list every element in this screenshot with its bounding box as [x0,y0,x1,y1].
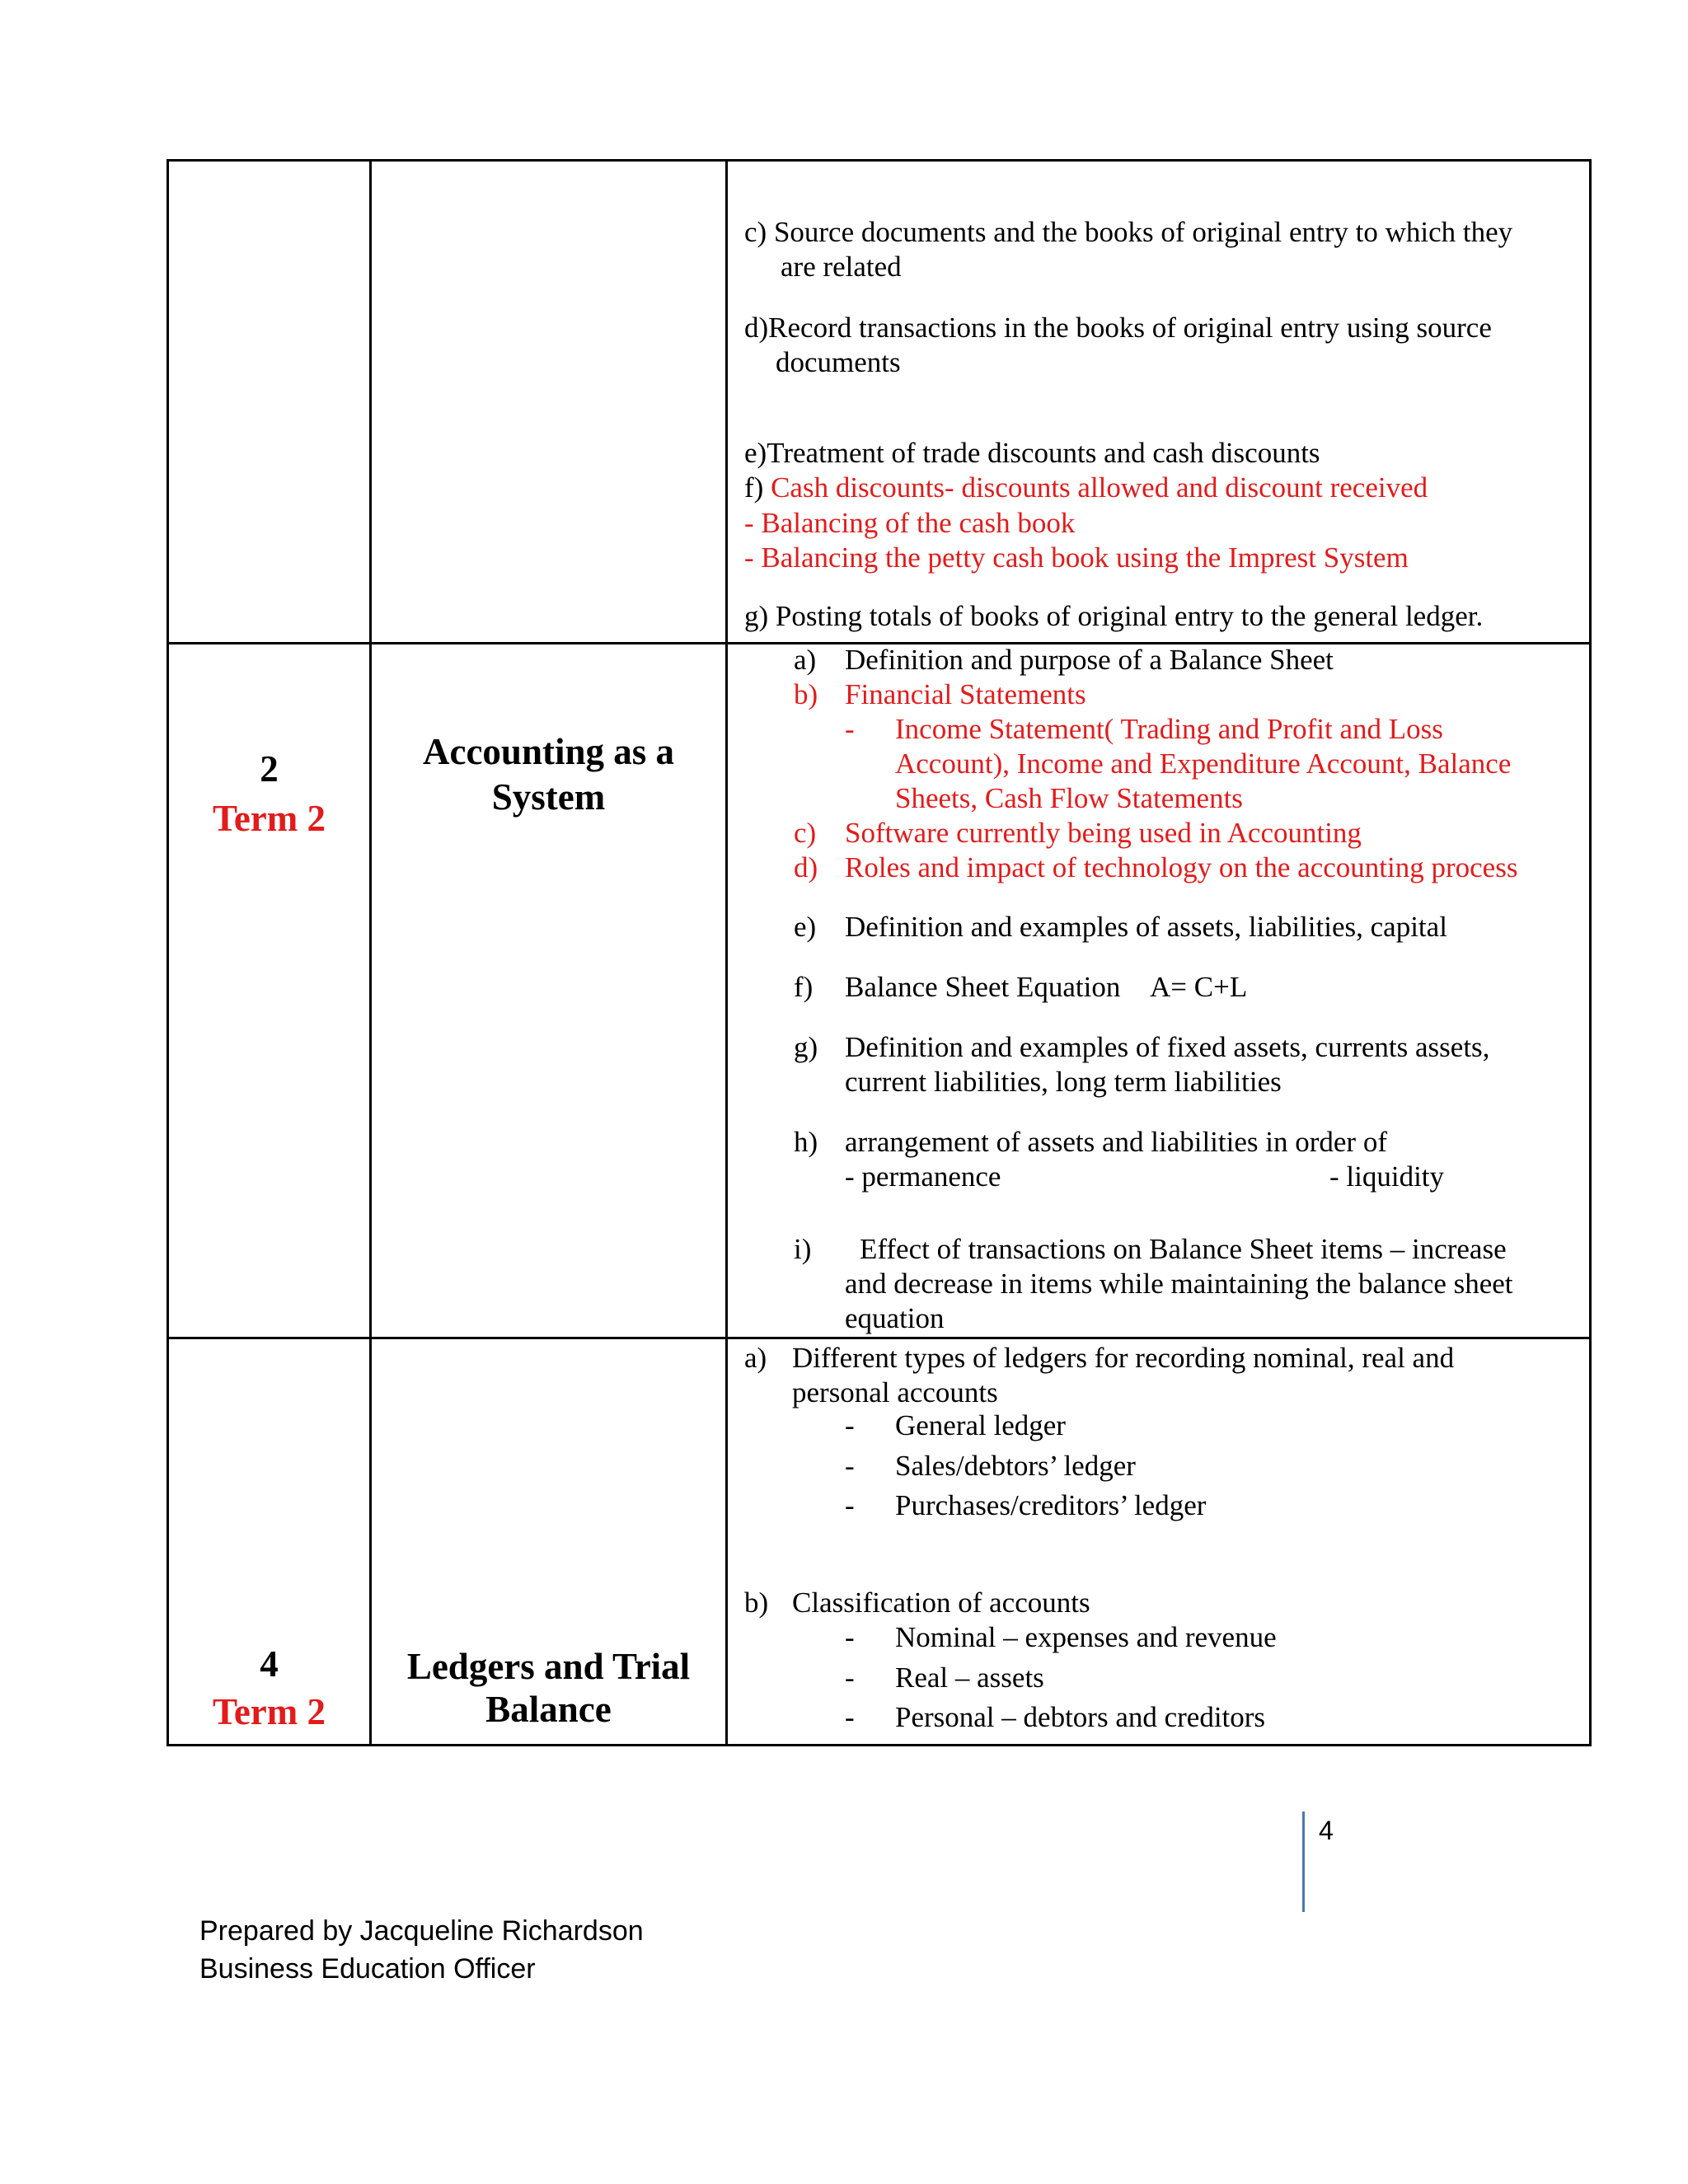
content-line: d)Record transactions in the books of original entry using source [744,312,1492,344]
footer-credit [199,1912,644,1988]
list-dash: - [845,1450,855,1482]
list-marker: d) [794,851,818,883]
content-highlight: Cash discounts- discounts allowed and discount received [771,471,1428,504]
content-line: Financial Statements [845,678,1086,710]
list-dash: - [845,1701,855,1733]
content-cell [727,644,1591,1338]
list-item: General ledger [895,1409,1066,1441]
content-line: current liabilities, long term liabilities [845,1066,1282,1098]
table-row [168,1338,1591,1746]
topic-title: Balance [485,1689,612,1730]
list-item: Personal – debtors and creditors [895,1701,1266,1733]
list-dash: - [845,1409,855,1441]
list-item: Nominal – expenses and revenue [895,1621,1277,1653]
content-line: - Balancing the petty cash book using the Imprest System [744,541,1409,574]
week-number: 2 [260,748,279,790]
topic-title: System [491,776,606,818]
content-line: documents [776,346,901,378]
topic-cell [371,161,727,644]
list-marker: h) [794,1126,818,1158]
content-line: Account), Income and Expenditure Account, Balance [895,748,1512,780]
content-prefix: f) [744,471,771,504]
content-line: Roles and impact of technology on the accounting process [845,851,1518,883]
list-marker: a) [794,644,817,676]
topic-cell [371,644,727,1338]
list-marker: b) [794,678,818,710]
term-label: Term 2 [212,1691,326,1732]
list-item: Real – assets [895,1661,1044,1694]
prepared-by: Prepared by Jacqueline Richardson [199,1915,644,1947]
list-marker: g) [794,1031,818,1063]
list-marker: b) [744,1586,769,1619]
author-role: Business Education Officer [199,1953,536,1985]
content-line [744,471,1428,505]
equation: A= C+L [1150,971,1248,1003]
content-line: - permanence [845,1160,1001,1193]
content-line: Definition and purpose of a Balance Sheet [845,644,1334,676]
content-line: Effect of transactions on Balance Sheet items – increase [860,1233,1507,1265]
content-line: g) Posting totals of books of original entry to the general ledger. [744,600,1484,632]
week-cell [168,1338,371,1746]
list-dash: - [845,1661,855,1694]
content-line: are related [781,251,902,283]
curriculum-table [166,159,1592,1746]
content-line: c) Source documents and the books of original entry to which they [744,216,1513,248]
week-cell [168,644,371,1338]
content-line: Definition and examples of assets, liabilities, capital [845,911,1447,943]
page-number: 4 [1319,1816,1334,1845]
list-marker: e) [794,911,817,943]
list-marker: i) [794,1233,812,1265]
content-line: Classification of accounts [792,1586,1090,1619]
content-cell [727,1338,1591,1746]
topic-cell [371,1338,727,1746]
week-number: 4 [260,1643,279,1685]
content-line: - liquidity [1329,1160,1445,1193]
content-line: Sheets, Cash Flow Statements [895,782,1243,814]
list-dash: - [845,713,855,745]
table-row [168,644,1591,1338]
content-line: Definition and examples of fixed assets, currents assets, [845,1031,1490,1063]
content-line: Income Statement( Trading and Profit and Loss [895,713,1443,745]
content-line: Different types of ledgers for recording nominal, real and [792,1342,1455,1374]
content-line: personal accounts [792,1376,998,1408]
week-cell [168,161,371,644]
topic-title: Accounting as a [422,731,675,772]
content-line: arrangement of assets and liabilities in order of [845,1126,1387,1158]
content-cell [727,161,1591,644]
content-line: e)Treatment of trade discounts and cash discounts [744,437,1320,469]
list-dash: - [845,1489,855,1521]
list-marker: a) [744,1342,767,1374]
list-marker: c) [794,817,817,849]
content-line: Balance Sheet Equation [845,971,1121,1003]
topic-title: Ledgers and Trial [406,1646,691,1687]
content-line: equation [845,1302,945,1334]
list-item: Purchases/creditors’ ledger [895,1489,1207,1521]
content-line: Software currently being used in Accounting [845,817,1362,849]
list-dash: - [845,1621,855,1653]
content-line: and decrease in items while maintaining the balance sheet [845,1268,1513,1300]
term-label: Term 2 [212,798,326,839]
content-line: - Balancing of the cash book [744,507,1076,539]
list-item: Sales/debtors’ ledger [895,1450,1136,1482]
footer-divider [1302,1811,1305,1912]
list-marker: f) [794,971,814,1003]
table-row [168,161,1591,644]
